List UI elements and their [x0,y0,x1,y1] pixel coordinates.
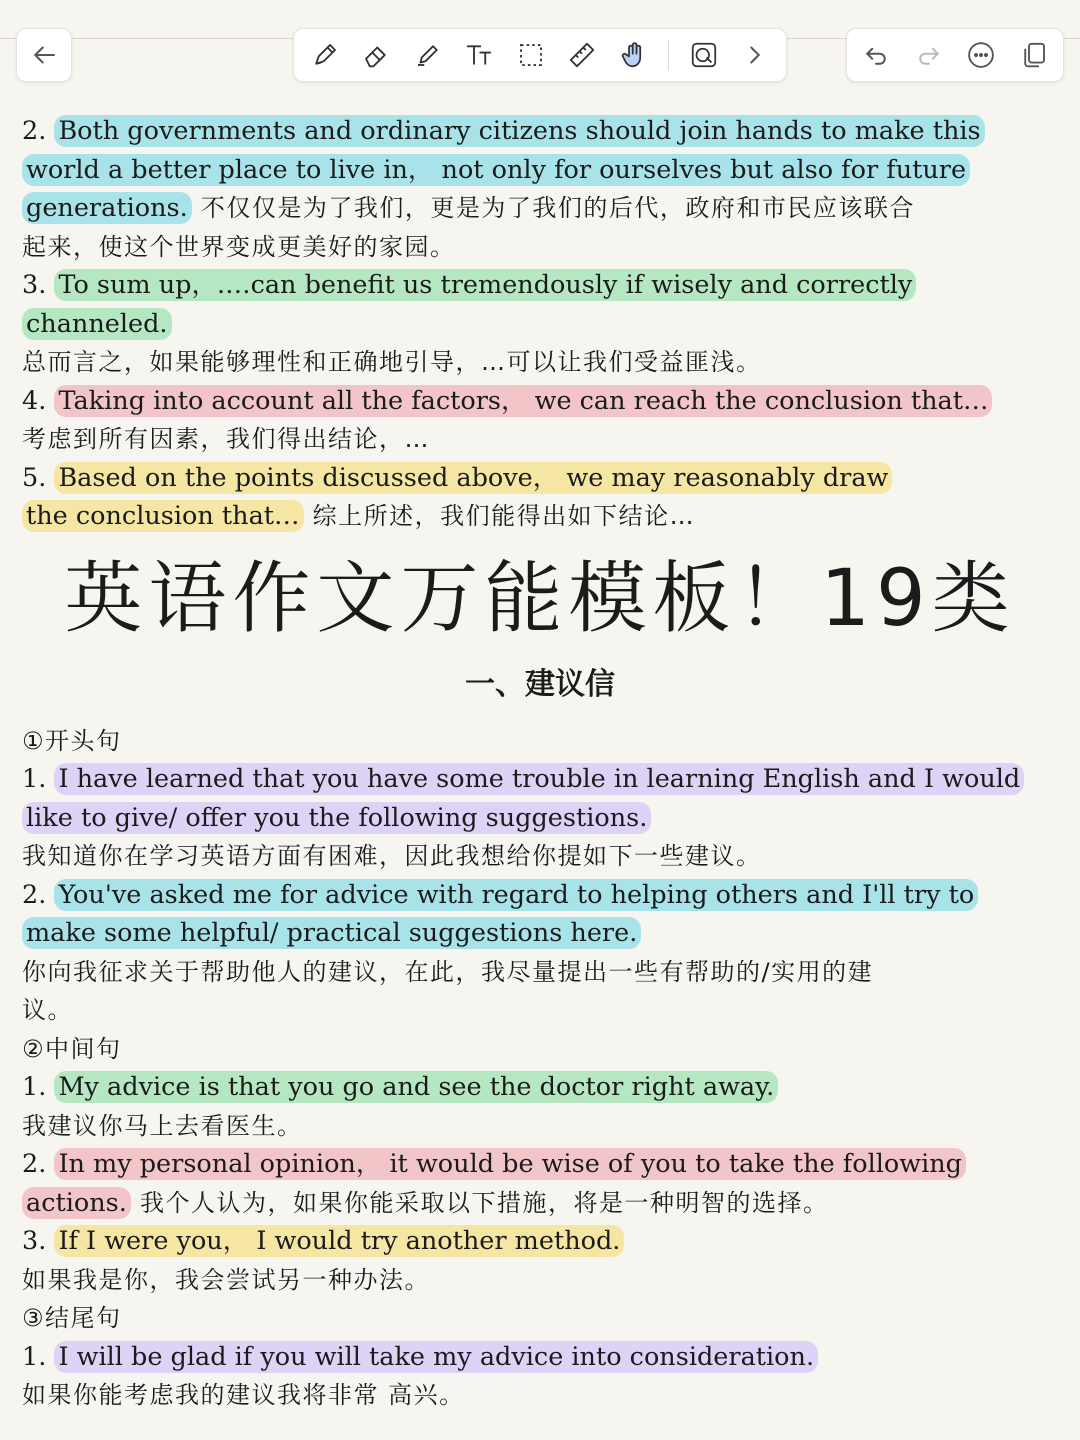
toolbar-expand-button[interactable] [738,38,772,72]
chinese-translation: 不仅仅是为了我们，更是为了我们的后代，政府和市民应该联合 [191,194,915,222]
text-icon [464,40,494,70]
note-line [22,1338,1058,1377]
highlighted-phrase: Based on the points discussed above， we may reasonably draw [54,462,892,494]
more-icon [966,40,996,70]
redo-icon [914,40,944,70]
highlighted-phrase: actions. [22,1187,131,1219]
highlighted-phrase: To sum up，.…can benefit us tremendously if wisely and correctly [54,269,916,301]
shape-recognize-icon [689,40,719,70]
chinese-translation: 你向我征求关于帮助他人的建议，在此，我尽量提出一些有帮助的/实用的建 [22,957,874,986]
redo-button[interactable] [912,38,946,72]
highlighted-phrase: like to give/ offer you the following suggestions. [22,802,651,834]
chinese-translation: 我知道你在学习英语方面有困难，因此我想给你提如下一些建议。 [22,842,762,870]
note-line [22,1068,1058,1107]
chinese-translation: 我建议你马上去看医生。 [22,1111,303,1140]
highlighted-phrase: Taking into account all the factors， we can reach the conclusion that… [54,385,992,417]
eraser-icon [361,40,391,70]
note-line [22,1222,1058,1261]
ruler-icon [567,40,597,70]
chinese-translation: 考虑到所有因素，我们得出结论，… [22,425,430,453]
note-line [22,189,1058,228]
subsection-heading: ③结尾句 [22,1304,122,1332]
note-line [22,497,1058,536]
chinese-translation: 如果你能考虑我的建议我将非常 高兴。 [22,1381,465,1409]
pages-icon [1019,40,1049,70]
text-tool-button[interactable] [462,38,496,72]
item-number: 3. [22,270,55,300]
toolbar-separator [668,40,669,70]
item-number: 3. [22,1226,55,1256]
arrow-left-icon [29,40,59,70]
item-number: 1. [22,764,55,794]
back-button-container [16,28,72,82]
subsection-heading: ①开头句 [22,726,122,755]
chinese-translation: 综上所述，我们能得出如下结论… [303,502,696,530]
pen-icon [310,40,340,70]
hand-icon [619,40,649,70]
note-page[interactable] [22,112,1058,1415]
highlighted-phrase: generations. [22,192,192,224]
highlighted-phrase: In my personal opinion， it would be wise of you to take the following [54,1148,966,1180]
note-line [22,799,1058,838]
subsection-heading: ②中间句 [22,1034,122,1063]
lasso-select-button[interactable] [514,38,548,72]
highlighted-phrase: make some helpful/ practical suggestions here. [22,917,641,949]
highlighted-phrase: world a better place to live in， not only for ourselves but also for future [22,154,970,186]
note-line [22,305,1058,344]
ruler-tool-button[interactable] [565,38,599,72]
note-line [22,1184,1058,1223]
chinese-translation: 总而言之，如果能够理性和正确地引导，…可以让我们受益匪浅。 [22,348,762,376]
chinese-translation: 议。 [22,996,73,1024]
note-line [22,459,1058,498]
note-line [22,876,1058,915]
highlighted-phrase: You've asked me for advice with regard to helping others and I'll try to [54,879,978,911]
note-line [22,760,1058,799]
highlighted-phrase: If I were you， I would try another method. [54,1225,624,1257]
note-line [22,112,1058,151]
pen-tool-button[interactable] [308,38,342,72]
note-line [22,1145,1058,1184]
item-number: 2. [22,1149,55,1179]
note-line [22,266,1058,305]
undo-icon [861,40,891,70]
chinese-translation: 我个人认为，如果你能采取以下措施，将是一种明智的选择。 [130,1188,829,1217]
page-title: 英语作文万能模板！19类 [64,553,1016,644]
pages-button[interactable] [1017,38,1051,72]
item-number: 2. [22,116,55,146]
more-options-button[interactable] [964,38,998,72]
highlighted-phrase: Both governments and ordinary citizens should join hands to make this [54,115,984,147]
item-number: 1. [22,1072,55,1102]
highlighted-phrase: the conclusion that… [22,500,304,532]
note-line [22,914,1058,953]
item-number: 2. [22,879,55,910]
highlighted-phrase: My advice is that you go and see the doctor right away. [54,1071,778,1103]
action-toolbar [846,28,1064,82]
chinese-translation: 起来，使这个世界变成更美好的家园。 [22,232,456,261]
undo-button[interactable] [859,38,893,72]
item-number: 1. [22,1341,55,1372]
eraser-tool-button[interactable] [359,38,393,72]
note-line [22,382,1058,421]
highlighted-phrase: I have learned that you have some trouble in learning English and I would [54,763,1024,795]
highlighted-phrase: channeled. [22,308,172,340]
hand-tool-button[interactable] [617,38,651,72]
item-number: 5. [22,462,55,493]
chevron-right-icon [740,40,770,70]
lasso-select-icon [516,40,546,70]
highlighted-phrase: I will be glad if you will take my advice into consideration. [54,1341,818,1373]
item-number: 4. [22,385,55,416]
chinese-translation: 如果我是你，我会尝试另一种办法。 [22,1265,430,1294]
section-title: 一、建议信 [465,666,615,702]
shape-recognize-button[interactable] [687,38,721,72]
note-line [22,151,1058,190]
highlighter-icon [413,40,443,70]
highlighter-tool-button[interactable] [411,38,445,72]
back-button[interactable] [27,38,61,72]
drawing-toolbar [293,28,787,82]
